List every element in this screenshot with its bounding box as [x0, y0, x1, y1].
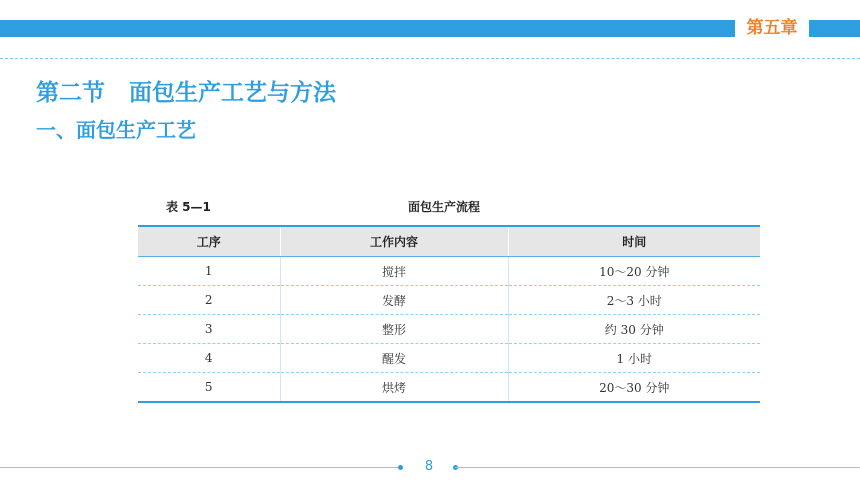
cell-time: 20～30 分钟: [508, 373, 760, 403]
cell-content: 发酵: [280, 286, 508, 315]
table-row: [138, 286, 760, 315]
page-number: 8: [424, 459, 434, 474]
table-header-row: [138, 226, 760, 257]
table-caption: 面包生产流程: [408, 200, 481, 214]
cell-content: 搅拌: [280, 257, 508, 286]
table-row: [138, 257, 760, 286]
column-header-step: 工序: [138, 226, 280, 257]
header-divider: [0, 58, 860, 59]
table-row: [138, 373, 760, 403]
cell-time: 1 小时: [508, 344, 760, 373]
cell-step: 5: [138, 373, 280, 403]
cell-step: 2: [138, 286, 280, 315]
cell-time: 2～3 小时: [508, 286, 760, 315]
footer-rule-right: [455, 467, 860, 468]
cell-time: 10～20 分钟: [508, 257, 760, 286]
table-number: 表 5—1: [166, 200, 211, 214]
chapter-label: 第五章: [746, 18, 798, 38]
cell-content: 烘烤: [280, 373, 508, 403]
section-title: 第二节 面包生产工艺与方法: [36, 80, 337, 106]
table-row: [138, 344, 760, 373]
column-header-content: 工作内容: [280, 226, 508, 257]
table-row: [138, 315, 760, 344]
footer-rule-left: [0, 467, 400, 468]
cell-step: 1: [138, 257, 280, 286]
column-header-time: 时间: [508, 226, 760, 257]
cell-content: 整形: [280, 315, 508, 344]
footer-dot-left: [398, 465, 403, 470]
header-accent-bar-right: [809, 20, 860, 37]
cell-step: 4: [138, 344, 280, 373]
header-accent-bar-left: [0, 20, 735, 37]
cell-step: 3: [138, 315, 280, 344]
cell-time: 约 30 分钟: [508, 315, 760, 344]
bread-production-table: [138, 225, 760, 403]
sub-title: 一、面包生产工艺: [36, 118, 196, 142]
cell-content: 醒发: [280, 344, 508, 373]
